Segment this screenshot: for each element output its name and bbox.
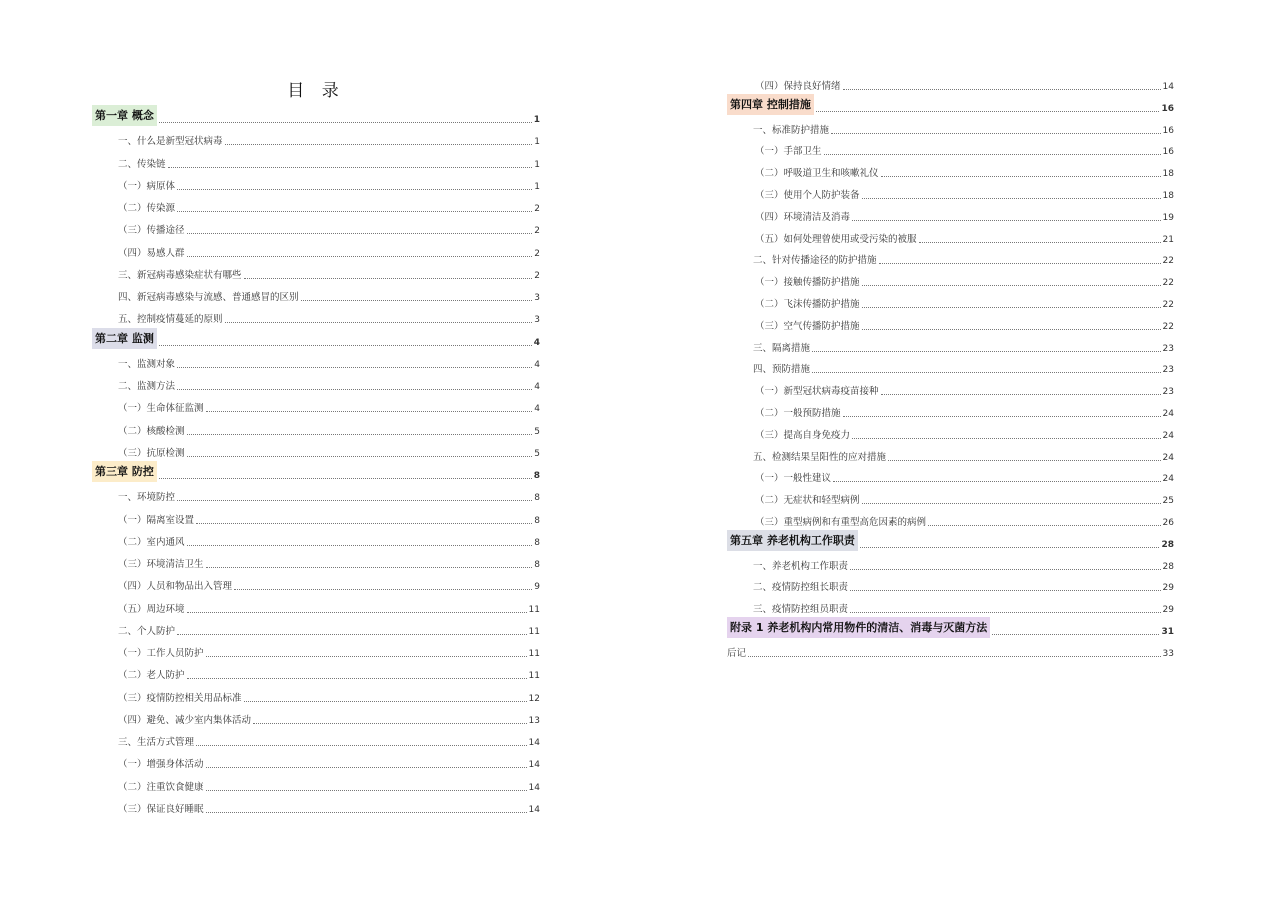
toc-entry[interactable] (92, 731, 540, 749)
toc-page-number: 24 (1162, 474, 1174, 485)
toc-leader-dots (196, 523, 532, 524)
toc-entry-label: （二）室内通风 (118, 536, 185, 548)
toc-leader-dots (206, 567, 533, 568)
toc-entry-label: 二、监测方法 (118, 381, 176, 392)
toc-leader-dots (860, 547, 1160, 548)
toc-page-number: 25 (1162, 496, 1174, 507)
toc-leader-dots (253, 723, 527, 724)
toc-page-number: 3 (534, 315, 540, 326)
toc-page-number: 14 (528, 804, 540, 815)
toc-leader-dots (881, 176, 1161, 177)
toc-entry-label: （四）人员和物品出入管理 (118, 581, 233, 593)
toc-page-number: 2 (534, 204, 540, 214)
toc-entry[interactable] (92, 687, 540, 705)
toc-leader-dots (862, 285, 1161, 286)
toc-entry-label: 第五章 养老机构工作职责 (727, 530, 858, 551)
toc-leader-dots (177, 389, 532, 390)
toc-leader-dots (850, 569, 1161, 570)
toc-entry-label: （三）空气传播防护措施 (755, 320, 860, 332)
toc-entry[interactable] (92, 420, 540, 438)
toc-leader-dots (187, 256, 533, 257)
toc-leader-dots (206, 411, 533, 412)
toc-entry[interactable] (727, 402, 1174, 420)
toc-page-number: 2 (534, 248, 540, 259)
toc-entry-label: （四）环境清洁及消毒 (755, 211, 851, 223)
toc-entry-label: （二）注重饮食健康 (118, 781, 204, 793)
toc-entry[interactable] (92, 620, 540, 638)
toc-entry[interactable] (92, 130, 540, 148)
toc-page-number: 16 (1161, 103, 1174, 114)
toc-entry[interactable] (92, 486, 540, 504)
toc-entry-label: （四）易感人群 (118, 247, 185, 259)
toc-entry-label: （一）增强身体活动 (118, 759, 204, 771)
toc-page-number: 29 (1162, 583, 1174, 594)
toc-page-number: 8 (533, 471, 540, 481)
toc-leader-dots (177, 634, 527, 635)
toc-page-number: 14 (528, 782, 540, 793)
toc-leader-dots (992, 634, 1159, 635)
toc-page-number: 5 (534, 426, 540, 437)
toc-page-number: 11 (528, 604, 540, 615)
toc-entry-label: 三、新冠病毒感染症状有哪些 (118, 269, 242, 281)
toc-entry[interactable] (92, 509, 540, 527)
toc-page-number: 4 (534, 382, 540, 392)
toc-leader-dots (187, 678, 527, 679)
toc-page-number: 22 (1162, 256, 1174, 267)
toc-page-number: 24 (1162, 452, 1174, 463)
toc-entry[interactable] (727, 162, 1174, 180)
toc-entry-label: 一、监测对象 (118, 358, 176, 370)
toc-leader-dots (862, 198, 1161, 199)
toc-page-number: 18 (1162, 169, 1174, 180)
toc-leader-dots (159, 345, 532, 346)
toc-entry-label: （二）飞沫传播防护措施 (755, 299, 860, 310)
toc-entry[interactable] (92, 175, 540, 193)
toc-chapter-entry[interactable] (727, 529, 1174, 551)
toc-entry[interactable] (727, 511, 1174, 529)
toc-entry[interactable] (92, 397, 540, 415)
toc-entry[interactable] (92, 286, 540, 304)
toc-page-number: 28 (1162, 561, 1174, 572)
toc-entry-label: （二）传染源 (118, 203, 176, 214)
toc-page-number: 8 (534, 537, 540, 548)
toc-entry[interactable] (92, 664, 540, 682)
toc-leader-dots (159, 122, 532, 123)
toc-leader-dots (748, 656, 1161, 657)
toc-entry[interactable] (92, 553, 540, 571)
toc-leader-dots (852, 220, 1161, 221)
toc-entry[interactable] (727, 576, 1174, 594)
toc-entry[interactable] (92, 575, 540, 593)
toc-leader-dots (816, 111, 1160, 112)
toc-page-number: 28 (1161, 539, 1174, 550)
toc-entry[interactable] (727, 140, 1174, 158)
toc-entry[interactable] (92, 776, 540, 794)
toc-entry-label: （三）提高自身免疫力 (755, 429, 851, 441)
toc-leader-dots (862, 307, 1161, 308)
toc-page-number: 1 (534, 181, 540, 192)
toc-leader-dots (862, 329, 1161, 330)
toc-entry[interactable] (727, 380, 1174, 398)
toc-entry[interactable] (92, 197, 540, 215)
toc-entry[interactable] (727, 206, 1174, 224)
toc-leader-dots (187, 612, 527, 613)
toc-chapter-entry[interactable] (92, 104, 540, 126)
toc-entry-label: （三）保证良好睡眠 (118, 803, 204, 815)
toc-leader-dots (206, 656, 527, 657)
toc-chapter-entry[interactable] (727, 93, 1174, 115)
toc-entry-label: 四、预防措施 (753, 364, 811, 376)
toc-page-number: 31 (1161, 627, 1174, 637)
toc-entry[interactable] (727, 467, 1174, 485)
toc-entry-label: 一、环境防控 (118, 492, 176, 504)
toc-page-number: 33 (1162, 648, 1174, 659)
toc-entry[interactable] (727, 271, 1174, 289)
toc-entry-label: 五、控制疫情蔓延的原则 (118, 314, 223, 326)
toc-leader-dots (833, 481, 1161, 482)
toc-leader-dots (812, 351, 1161, 352)
toc-page-number: 1 (534, 137, 540, 148)
toc-entry[interactable] (92, 153, 540, 171)
toc-entry-label: （一）新型冠状病毒疫苗接种 (755, 386, 879, 398)
toc-page-number: 4 (534, 359, 540, 370)
toc-entry-label: （一）接触传播防护措施 (755, 277, 860, 289)
toc-page-number: 13 (528, 715, 540, 726)
toc-page-number: 14 (1162, 82, 1174, 92)
toc-entry-label: （三）抗原检测 (118, 447, 185, 459)
toc-entry-label: 二、个人防护 (118, 625, 176, 637)
toc-page-number: 3 (534, 293, 540, 303)
toc-entry-label: （二）核酸检测 (118, 425, 185, 437)
toc-page-number: 2 (534, 270, 540, 281)
toc-leader-dots (187, 434, 533, 435)
toc-page-number: 8 (534, 493, 540, 504)
toc-entry-label: 二、疫情防控组长职责 (753, 582, 849, 594)
toc-page-number: 11 (528, 626, 540, 637)
toc-entry-label: 二、针对传播途径的防护措施 (753, 255, 877, 267)
toc-entry[interactable] (727, 642, 1174, 660)
toc-leader-dots (919, 242, 1161, 243)
toc-entry-label: 第三章 防控 (92, 461, 157, 482)
toc-entry[interactable] (727, 337, 1174, 355)
toc-entry-label: 一、什么是新型冠状病毒 (118, 136, 223, 148)
toc-leader-dots (879, 263, 1161, 264)
toc-entry-label: 一、养老机构工作职责 (753, 560, 849, 572)
toc-leader-dots (206, 767, 527, 768)
toc-entry-label: （三）疫情防控相关用品标准 (118, 692, 242, 704)
toc-chapter-entry[interactable] (92, 460, 540, 482)
toc-entry[interactable] (727, 228, 1174, 246)
toc-entry-label: （二）一般预防措施 (755, 408, 841, 419)
toc-entry-label: （一）隔离室设置 (118, 514, 195, 526)
toc-leader-dots (206, 790, 527, 791)
toc-entry[interactable] (92, 709, 540, 727)
toc-page-number: 1 (533, 115, 540, 125)
toc-entry-label: 二、传染链 (118, 158, 166, 170)
toc-entry-label: （一）一般性建议 (755, 473, 832, 485)
toc-page-number: 23 (1162, 343, 1174, 354)
toc-entry-label: （三）重型病例和有重型高危因素的病例 (755, 517, 927, 528)
toc-page-number: 24 (1162, 409, 1174, 419)
toc-entry[interactable] (92, 308, 540, 326)
toc-leader-dots (850, 612, 1161, 613)
toc-page-number: 11 (528, 649, 540, 659)
toc-entry[interactable] (92, 264, 540, 282)
toc-page-number: 22 (1162, 300, 1174, 310)
toc-entry[interactable] (727, 184, 1174, 202)
toc-leader-dots (196, 745, 527, 746)
toc-entry-label: （四）避免、减少室内集体活动 (118, 714, 252, 726)
toc-page-number: 21 (1162, 234, 1174, 245)
toc-leader-dots (862, 503, 1161, 504)
toc-leader-dots (177, 189, 532, 190)
toc-entry[interactable] (727, 75, 1174, 93)
toc-leader-dots (850, 590, 1161, 591)
toc-leader-dots (225, 322, 533, 323)
toc-page-number: 5 (534, 448, 540, 459)
toc-entry-label: （一）生命体征监测 (118, 403, 204, 415)
toc-entry-label: 三、隔离措施 (753, 342, 811, 354)
toc-entry-label: （一）病原体 (118, 180, 176, 192)
toc-entry-label: （五）如何处理曾使用或受污染的被服 (755, 233, 917, 245)
toc-leader-dots (928, 525, 1161, 526)
toc-entry[interactable] (92, 598, 540, 616)
toc-leader-dots (177, 367, 532, 368)
toc-entry-label: 三、疫情防控组员职责 (753, 604, 849, 616)
toc-entry-label: （五）周边环境 (118, 603, 185, 615)
toc-entry-label: （四）保持良好情绪 (755, 81, 841, 92)
toc-page-number: 19 (1162, 212, 1174, 223)
toc-entry[interactable] (727, 358, 1174, 376)
toc-entry-label: （二）无症状和轻型病例 (755, 495, 860, 507)
toc-page-number: 23 (1162, 387, 1174, 398)
toc-entry[interactable] (727, 555, 1174, 573)
toc-leader-dots (177, 500, 532, 501)
toc-leader-dots (812, 372, 1161, 373)
toc-entry[interactable] (727, 119, 1174, 137)
toc-entry-label: （三）使用个人防护装备 (755, 190, 860, 201)
toc-entry[interactable] (727, 249, 1174, 267)
toc-entry[interactable] (92, 219, 540, 237)
toc-entry[interactable] (92, 753, 540, 771)
toc-leader-dots (888, 460, 1161, 461)
toc-entry[interactable] (727, 446, 1174, 464)
toc-page-number: 14 (528, 738, 540, 748)
toc-leader-dots (177, 211, 532, 212)
toc-title: 目 录 (287, 81, 345, 101)
toc-leader-dots (168, 167, 533, 168)
toc-leader-dots (244, 701, 527, 702)
toc-entry-label: 四、新冠病毒感染与流感、普通感冒的区别 (118, 292, 299, 303)
toc-leader-dots (187, 456, 533, 457)
toc-page-number: 24 (1162, 430, 1174, 441)
toc-leader-dots (852, 438, 1161, 439)
toc-leader-dots (187, 233, 533, 234)
toc-page-number: 4 (533, 337, 540, 348)
toc-page-number: 11 (528, 671, 540, 682)
toc-entry-label: （一）工作人员防护 (118, 648, 204, 659)
toc-page-number: 16 (1162, 125, 1174, 136)
toc-entry[interactable] (727, 293, 1174, 311)
toc-page-number: 26 (1162, 518, 1174, 528)
toc-entry[interactable] (92, 798, 540, 816)
toc-entry[interactable] (727, 489, 1174, 507)
toc-page-number: 2 (534, 226, 540, 237)
toc-chapter-entry[interactable] (92, 327, 540, 349)
toc-entry-label: 五、检测结果呈阳性的应对措施 (753, 451, 887, 463)
toc-chapter-entry[interactable] (727, 616, 1174, 638)
toc-entry-label: 一、标准防护措施 (753, 124, 830, 136)
toc-entry[interactable] (92, 442, 540, 460)
toc-page-number: 22 (1162, 278, 1174, 289)
toc-leader-dots (187, 545, 533, 546)
toc-page-number: 23 (1162, 365, 1174, 376)
toc-leader-dots (843, 416, 1161, 417)
toc-page-number: 8 (534, 515, 540, 526)
toc-leader-dots (206, 812, 527, 813)
toc-page-number: 1 (534, 159, 540, 170)
toc-page-number: 4 (534, 404, 540, 415)
toc-page-number: 12 (528, 693, 540, 704)
toc-entry-label: （一）手部卫生 (755, 146, 822, 158)
toc-leader-dots (244, 278, 533, 279)
toc-page-number: 18 (1162, 191, 1174, 201)
toc-entry-label: 后记 (727, 647, 747, 659)
toc-entry-label: （二）老人防护 (118, 670, 185, 682)
toc-leader-dots (301, 300, 533, 301)
toc-leader-dots (234, 589, 532, 590)
toc-page-number: 14 (528, 760, 540, 771)
toc-entry[interactable] (92, 642, 540, 660)
toc-entry-label: 第二章 监测 (92, 328, 157, 349)
toc-page-number: 9 (534, 582, 540, 593)
toc-leader-dots (881, 394, 1161, 395)
toc-entry[interactable] (727, 598, 1174, 616)
toc-entry[interactable] (92, 242, 540, 260)
toc-entry-label: （三）传播途径 (118, 225, 185, 237)
toc-entry-label: （二）呼吸道卫生和咳嗽礼仪 (755, 168, 879, 180)
toc-page-number: 8 (534, 560, 540, 570)
toc-page-number: 22 (1162, 321, 1174, 332)
toc-entry-label: （三）环境清洁卫生 (118, 559, 204, 570)
toc-leader-dots (159, 478, 532, 479)
toc-entry-label: 第四章 控制措施 (727, 94, 814, 115)
toc-leader-dots (225, 144, 533, 145)
toc-entry[interactable] (92, 531, 540, 549)
toc-entry[interactable] (92, 353, 540, 371)
toc-page-number: 16 (1162, 147, 1174, 158)
toc-entry[interactable] (727, 424, 1174, 442)
toc-entry-label: 第一章 概念 (92, 105, 157, 126)
toc-leader-dots (843, 89, 1161, 90)
toc-entry[interactable] (727, 315, 1174, 333)
toc-entry-label: 附录 1 养老机构内常用物件的清洁、消毒与灭菌方法 (727, 617, 990, 638)
toc-leader-dots (824, 154, 1161, 155)
toc-entry[interactable] (92, 375, 540, 393)
toc-page-number: 29 (1162, 605, 1174, 616)
toc-entry-label: 三、生活方式管理 (118, 737, 195, 748)
toc-leader-dots (831, 133, 1161, 134)
